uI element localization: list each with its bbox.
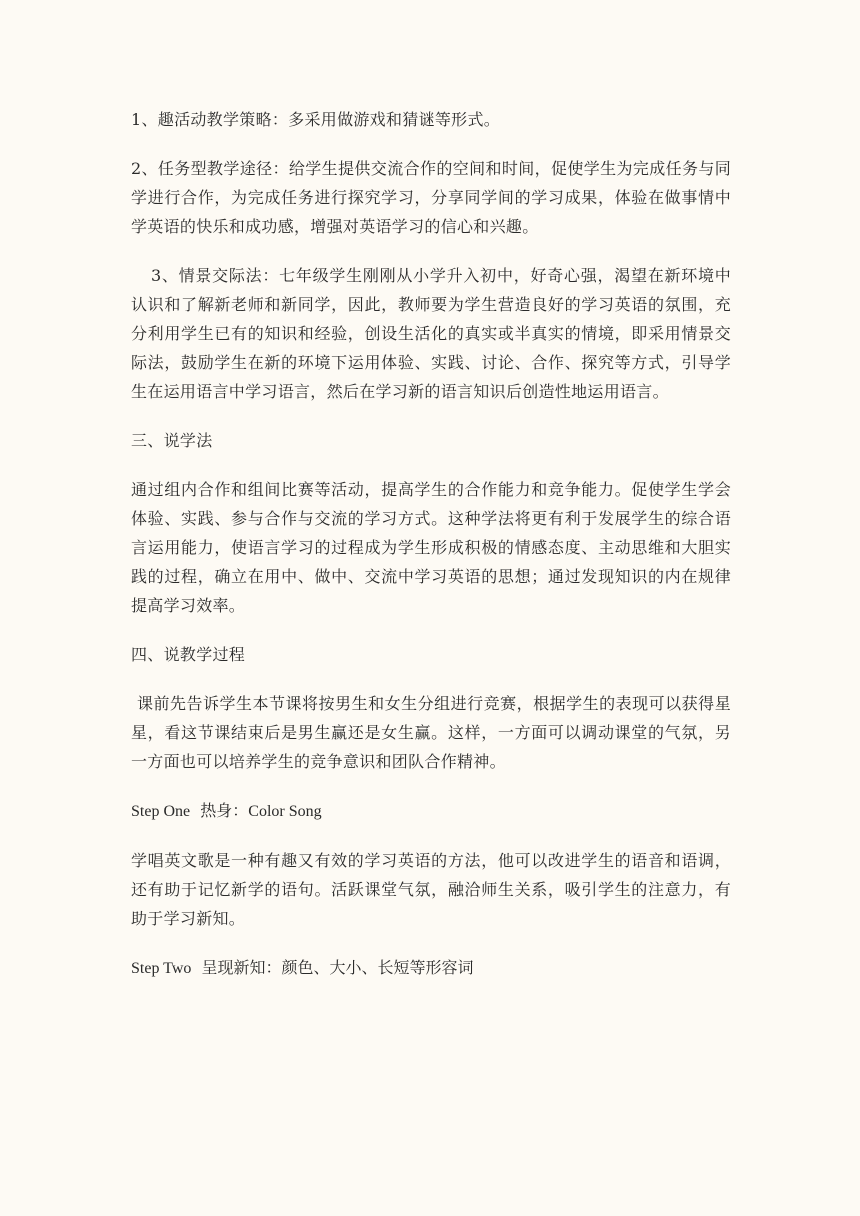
paragraph-strategy-3: 3、情景交际法：七年级学生刚刚从小学升入初中，好奇心强，渴望在新环境中认识和了解新老师和新同学，因此，教师要为学生营造良好的学习英语的氛围，充分利用学生已有的知识和经验，创设生活化的真实或半真实的情境，即采用情景交际法，鼓励学生在新的环境下运用体验、实践、讨论、合作、探究等方式，引导学生在运用语言中学习语言，然后在学习新的语言知识后创造性地运用语言。 — [131, 266, 731, 401]
step-two-label: Step Two — [131, 960, 192, 977]
step-one-label: Step One — [131, 803, 191, 820]
heading-learning-method: 三、说学法 — [131, 431, 213, 450]
document-page — [131, 105, 731, 1003]
step-two-text: 呈现新知：颜色、大小、长短等形容词 — [201, 958, 474, 977]
paragraph-strategy-2: 2、任务型教学途径：给学生提供交流合作的空间和时间，促使学生为完成任务与同学进行合作，为完成任务进行探究学习，分享同学间的学习成果，体验在做事情中学英语的快乐和成功感，增强对英语学习的信心和兴趣。 — [131, 159, 731, 236]
heading-teaching-process: 四、说教学过程 — [131, 645, 246, 664]
step-one-heading — [131, 796, 731, 826]
step-one-text: 热身： — [200, 801, 249, 820]
paragraph-learning-method: 通过组内合作和组间比赛等活动，提高学生的合作能力和竞争能力。促使学生学会体验、实践、参与合作与交流的学习方式。这种学法将更有利于发展学生的综合语言运用能力，使语言学习的过程成为学生形成积极的情感态度、主动思维和大胆实践的过程，确立在用中、做中、交流中学习英语的思想；通过发现知识的内在规律提高学习效率。 — [131, 480, 731, 615]
paragraph-competition: 课前先告诉学生本节课将按男生和女生分组进行竞赛，根据学生的表现可以获得星星，看这节课结束后是男生赢还是女生赢。这样，一方面可以调动课堂的气氛，另一方面也可以培养学生的竞争意识和团队合作精神。 — [131, 694, 731, 771]
paragraph-song: 学唱英文歌是一种有趣又有效的学习英语的方法，他可以改进学生的语音和语调，还有助于记忆新学的语句。活跃课堂气氛，融洽师生关系，吸引学生的注意力，有助于学习新知。 — [131, 851, 731, 928]
step-one-song: Color Song — [248, 803, 322, 820]
paragraph-strategy-1: 1、趣活动教学策略：多采用做游戏和猜谜等形式。 — [131, 110, 501, 129]
step-two-heading — [131, 953, 731, 983]
